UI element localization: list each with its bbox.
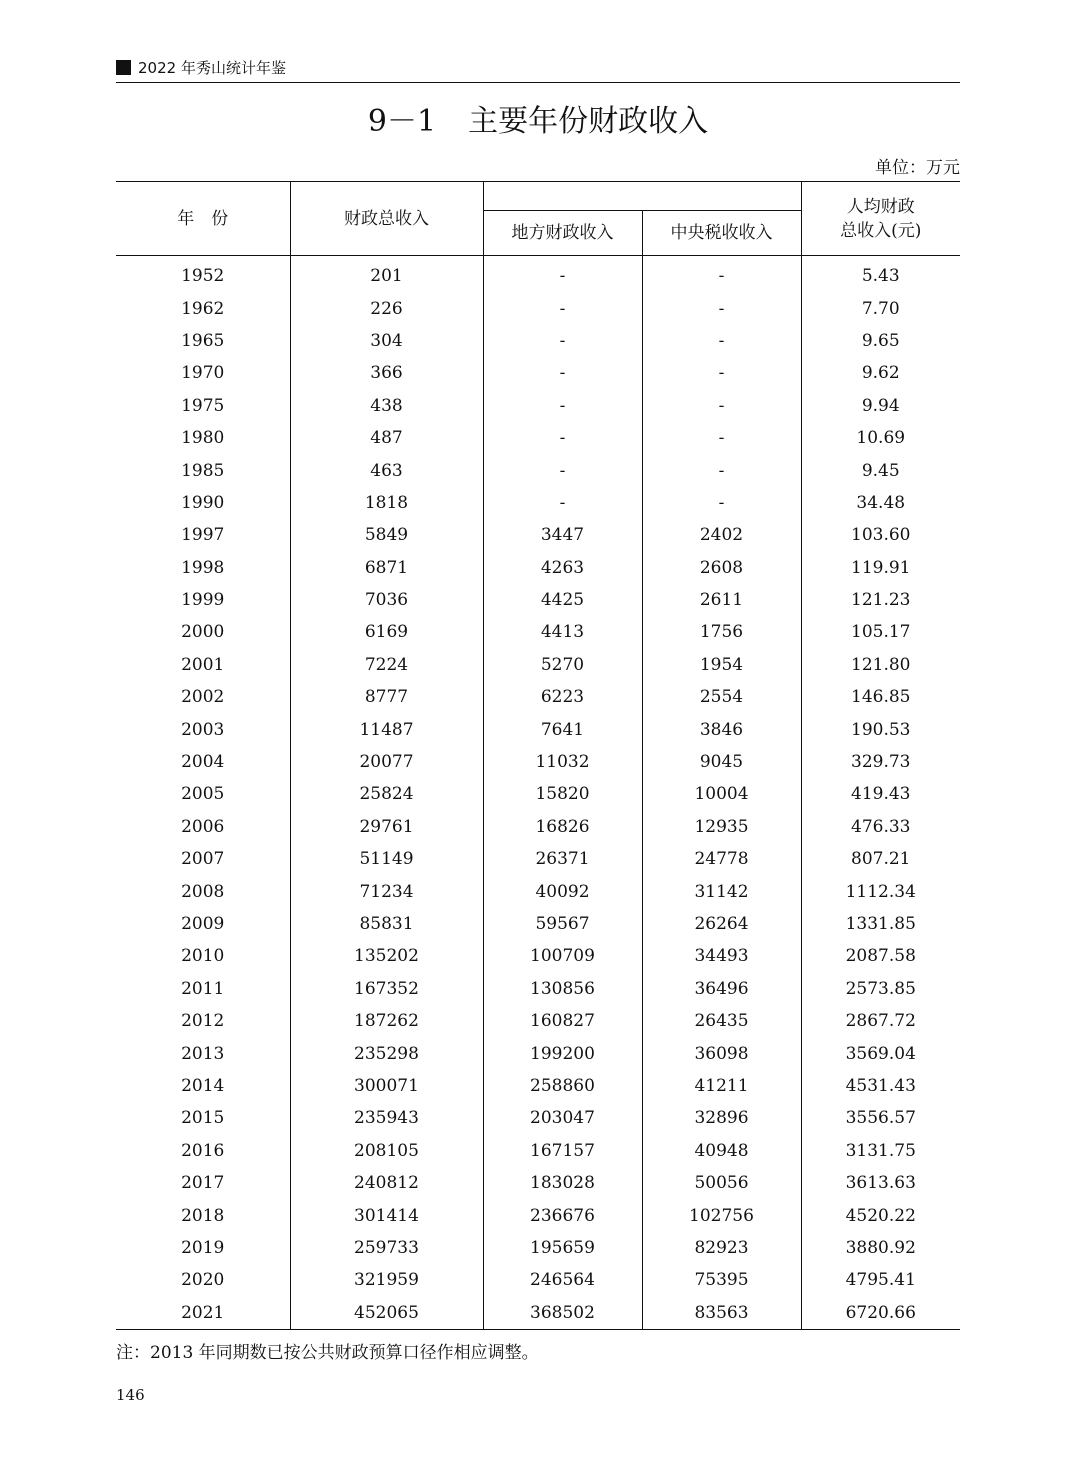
year-cell: 2004: [116, 746, 290, 778]
header-year: 年 份: [116, 182, 290, 256]
year-cell: 2017: [116, 1167, 290, 1199]
local-revenue-cell: -: [483, 292, 642, 324]
unit-label: 单位：万元: [875, 158, 960, 178]
per-capita-cell: 3569.04: [845, 1043, 916, 1064]
total-revenue-cell: 366: [290, 357, 483, 389]
central-tax-cell: 10004: [642, 778, 801, 810]
per-capita-cell: 105.17: [851, 622, 911, 643]
per-capita-cell: 119.91: [851, 557, 911, 578]
table-row: [116, 843, 960, 875]
per-capita-cell: 9.65: [861, 330, 900, 351]
total-revenue-cell: 463: [290, 454, 483, 486]
year-cell: 2011: [116, 973, 290, 1005]
header-local-revenue: 地方财政收入: [483, 211, 642, 256]
central-tax-cell: 36098: [642, 1037, 801, 1069]
header-per-capita: [801, 182, 960, 256]
year-cell: 1970: [116, 357, 290, 389]
central-tax-cell: 83563: [642, 1297, 801, 1330]
year-cell: 2005: [116, 778, 290, 810]
local-revenue-cell: 26371: [483, 843, 642, 875]
table-row: [116, 325, 960, 357]
table-row: [116, 487, 960, 519]
total-revenue-cell: 438: [290, 390, 483, 422]
per-capita-cell: 476.33: [851, 816, 911, 837]
per-capita-cell: 103.60: [851, 525, 911, 546]
local-revenue-cell: 368502: [483, 1297, 642, 1330]
central-tax-cell: 3846: [642, 713, 801, 745]
central-tax-cell: -: [642, 487, 801, 519]
per-capita-cell: 1112.34: [845, 881, 916, 902]
total-revenue-cell: 226: [290, 292, 483, 324]
per-capita-cell: 6720.66: [801, 1297, 960, 1330]
total-revenue-cell: 8777: [290, 681, 483, 713]
year-cell: 1998: [116, 552, 290, 584]
central-tax-cell: 31142: [642, 875, 801, 907]
local-revenue-cell: -: [483, 454, 642, 486]
total-revenue-cell: 20077: [290, 746, 483, 778]
total-revenue-cell: 208105: [290, 1135, 483, 1167]
central-tax-cell: 40948: [642, 1135, 801, 1167]
per-capita-cell: 34.48: [856, 492, 906, 513]
year-cell: 2010: [116, 940, 290, 972]
year-cell: 1962: [116, 292, 290, 324]
central-tax-cell: 36496: [642, 973, 801, 1005]
local-revenue-cell: 7641: [483, 713, 642, 745]
local-revenue-cell: 130856: [483, 973, 642, 1005]
table-title: [116, 100, 960, 144]
local-revenue-cell: 3447: [483, 519, 642, 551]
table-number: 9－1: [367, 104, 437, 139]
table-row: [116, 1070, 960, 1102]
per-capita-cell: 3880.92: [845, 1237, 916, 1258]
year-cell: 2009: [116, 908, 290, 940]
year-cell: 1965: [116, 325, 290, 357]
running-head-text: 2022 年秀山统计年鉴: [138, 59, 286, 77]
local-revenue-cell: 203047: [483, 1102, 642, 1134]
year-cell: 2012: [116, 1005, 290, 1037]
year-cell: 1980: [116, 422, 290, 454]
local-revenue-cell: -: [483, 487, 642, 519]
table-row: [116, 454, 960, 486]
central-tax-cell: -: [642, 256, 801, 293]
total-revenue-cell: 7224: [290, 649, 483, 681]
year-cell: 2002: [116, 681, 290, 713]
per-capita-cell: 419.43: [851, 784, 911, 805]
year-cell: 1952: [116, 256, 290, 293]
table-row: [116, 1232, 960, 1264]
total-revenue-cell: 187262: [290, 1005, 483, 1037]
header-group-blank: [483, 182, 801, 211]
per-capita-cell: 121.23: [851, 590, 911, 611]
per-capita-cell: 807.21: [851, 849, 911, 870]
local-revenue-cell: 11032: [483, 746, 642, 778]
table-row: [116, 519, 960, 551]
year-cell: 1997: [116, 519, 290, 551]
total-revenue-cell: 6871: [290, 552, 483, 584]
per-capita-cell: 2867.72: [845, 1011, 916, 1032]
year-cell: 2018: [116, 1199, 290, 1231]
central-tax-cell: -: [642, 292, 801, 324]
total-revenue-cell: 201: [290, 256, 483, 293]
year-cell: 2001: [116, 649, 290, 681]
per-capita-cell: 190.53: [851, 719, 911, 740]
local-revenue-cell: 59567: [483, 908, 642, 940]
total-revenue-cell: 259733: [290, 1232, 483, 1264]
table-row: [116, 357, 960, 389]
per-capita-cell: 1331.85: [845, 914, 916, 934]
table-note: 注：2013 年同期数已按公共财政预算口径作相应调整。: [116, 1343, 539, 1363]
total-revenue-cell: 85831: [290, 908, 483, 940]
table-row: [116, 616, 960, 648]
per-capita-cell: 146.85: [851, 687, 911, 708]
local-revenue-cell: 160827: [483, 1005, 642, 1037]
total-revenue-cell: 11487: [290, 713, 483, 745]
local-revenue-cell: 5270: [483, 649, 642, 681]
local-revenue-cell: -: [483, 325, 642, 357]
year-cell: 2015: [116, 1102, 290, 1134]
central-tax-cell: 1954: [642, 649, 801, 681]
central-tax-cell: 9045: [642, 746, 801, 778]
local-revenue-cell: 258860: [483, 1070, 642, 1102]
local-revenue-cell: 6223: [483, 681, 642, 713]
table-row: [116, 584, 960, 616]
table-row: [116, 973, 960, 1005]
table-row: [116, 713, 960, 745]
central-tax-cell: 2608: [642, 552, 801, 584]
per-capita-cell: 9.45: [861, 460, 900, 481]
per-capita-cell: 2087.58: [845, 946, 916, 967]
central-tax-cell: 2402: [642, 519, 801, 551]
central-tax-cell: 1756: [642, 616, 801, 648]
central-tax-cell: 102756: [642, 1199, 801, 1231]
central-tax-cell: 50056: [642, 1167, 801, 1199]
year-cell: 1990: [116, 487, 290, 519]
local-revenue-cell: 199200: [483, 1037, 642, 1069]
table-row: [116, 292, 960, 324]
per-capita-cell: 3613.63: [845, 1173, 916, 1194]
per-capita-cell: 329.73: [851, 752, 911, 773]
header-central-tax: 中央税收收入: [642, 211, 801, 256]
local-revenue-cell: 183028: [483, 1167, 642, 1199]
local-revenue-cell: 15820: [483, 778, 642, 810]
total-revenue-cell: 25824: [290, 778, 483, 810]
table-body: [116, 256, 960, 1330]
local-revenue-cell: 236676: [483, 1199, 642, 1231]
table-row: [116, 1037, 960, 1069]
table-row: [116, 256, 960, 293]
local-revenue-cell: 40092: [483, 875, 642, 907]
total-revenue-cell: 235943: [290, 1102, 483, 1134]
local-revenue-cell: -: [483, 256, 642, 293]
table-row: [116, 1199, 960, 1231]
total-revenue-cell: 1818: [290, 487, 483, 519]
per-capita-cell: 4531.43: [845, 1075, 916, 1096]
per-capita-cell: 4520.22: [845, 1205, 916, 1226]
table-row: [116, 1167, 960, 1199]
table-row: [116, 940, 960, 972]
local-revenue-cell: 195659: [483, 1232, 642, 1264]
total-revenue-cell: 452065: [290, 1297, 483, 1330]
central-tax-cell: -: [642, 325, 801, 357]
per-capita-cell: 9.62: [861, 363, 900, 384]
per-capita-cell: 10.69: [856, 428, 906, 449]
per-capita-cell: 5.43: [861, 266, 900, 287]
table-row: [116, 390, 960, 422]
table-row: [116, 552, 960, 584]
year-cell: 2006: [116, 811, 290, 843]
central-tax-cell: 26264: [642, 908, 801, 940]
total-revenue-cell: 240812: [290, 1167, 483, 1199]
year-cell: 2021: [116, 1297, 290, 1330]
local-revenue-cell: 100709: [483, 940, 642, 972]
page-number: 146: [116, 1386, 145, 1404]
total-revenue-cell: 29761: [290, 811, 483, 843]
table-row: [116, 908, 960, 940]
total-revenue-cell: 487: [290, 422, 483, 454]
central-tax-cell: 75395: [642, 1264, 801, 1296]
central-tax-cell: -: [642, 390, 801, 422]
per-capita-cell: 3131.75: [845, 1140, 916, 1161]
central-tax-cell: -: [642, 454, 801, 486]
year-cell: 2016: [116, 1135, 290, 1167]
central-tax-cell: 32896: [642, 1102, 801, 1134]
central-tax-cell: 2554: [642, 681, 801, 713]
table-row: [116, 422, 960, 454]
per-capita-cell: 3556.57: [845, 1108, 916, 1129]
central-tax-cell: 41211: [642, 1070, 801, 1102]
table-row: [116, 875, 960, 907]
local-revenue-cell: 4263: [483, 552, 642, 584]
total-revenue-cell: 235298: [290, 1037, 483, 1069]
table-row: [116, 811, 960, 843]
table-row: [116, 1102, 960, 1134]
year-cell: 2014: [116, 1070, 290, 1102]
central-tax-cell: -: [642, 422, 801, 454]
header-per-capita-line2: 总收入(元): [840, 220, 922, 241]
local-revenue-cell: 16826: [483, 811, 642, 843]
central-tax-cell: 26435: [642, 1005, 801, 1037]
per-capita-cell: 4795.41: [845, 1270, 916, 1291]
year-cell: 1975: [116, 390, 290, 422]
total-revenue-cell: 135202: [290, 940, 483, 972]
total-revenue-cell: 71234: [290, 875, 483, 907]
local-revenue-cell: -: [483, 422, 642, 454]
table-title-text: 主要年份财政收入: [468, 104, 709, 139]
per-capita-cell: 9.94: [861, 395, 900, 416]
running-head: [116, 56, 960, 83]
year-cell: 2007: [116, 843, 290, 875]
local-revenue-cell: 4413: [483, 616, 642, 648]
central-tax-cell: -: [642, 357, 801, 389]
central-tax-cell: 2611: [642, 584, 801, 616]
total-revenue-cell: 300071: [290, 1070, 483, 1102]
header-total-revenue: 财政总收入: [290, 182, 483, 256]
year-cell: 1985: [116, 454, 290, 486]
table-row: [116, 1264, 960, 1296]
local-revenue-cell: -: [483, 357, 642, 389]
total-revenue-cell: 167352: [290, 973, 483, 1005]
year-cell: 1999: [116, 584, 290, 616]
total-revenue-cell: 301414: [290, 1199, 483, 1231]
central-tax-cell: 82923: [642, 1232, 801, 1264]
table-row: [116, 1297, 960, 1330]
local-revenue-cell: 4425: [483, 584, 642, 616]
fiscal-revenue-table: [116, 181, 960, 1330]
per-capita-cell: 2573.85: [845, 978, 916, 999]
central-tax-cell: 34493: [642, 940, 801, 972]
total-revenue-cell: 321959: [290, 1264, 483, 1296]
year-cell: 2013: [116, 1037, 290, 1069]
central-tax-cell: 24778: [642, 843, 801, 875]
table-row: [116, 681, 960, 713]
table-row: [116, 778, 960, 810]
table-row: [116, 1135, 960, 1167]
total-revenue-cell: 304: [290, 325, 483, 357]
total-revenue-cell: 5849: [290, 519, 483, 551]
year-cell: 2000: [116, 616, 290, 648]
per-capita-cell: 7.70: [861, 298, 900, 319]
local-revenue-cell: -: [483, 390, 642, 422]
central-tax-cell: 12935: [642, 811, 801, 843]
local-revenue-cell: 167157: [483, 1135, 642, 1167]
per-capita-cell: 121.80: [851, 654, 911, 675]
year-cell: 2003: [116, 713, 290, 745]
year-cell: 2020: [116, 1264, 290, 1296]
year-cell: 2019: [116, 1232, 290, 1264]
table-row: [116, 1005, 960, 1037]
year-cell: 2008: [116, 875, 290, 907]
total-revenue-cell: 7036: [290, 584, 483, 616]
total-revenue-cell: 6169: [290, 616, 483, 648]
table-row: [116, 746, 960, 778]
header-per-capita-line1: 人均财政: [846, 196, 915, 217]
total-revenue-cell: 51149: [290, 843, 483, 875]
local-revenue-cell: 246564: [483, 1264, 642, 1296]
black-square-icon: [116, 60, 131, 75]
table-row: [116, 649, 960, 681]
